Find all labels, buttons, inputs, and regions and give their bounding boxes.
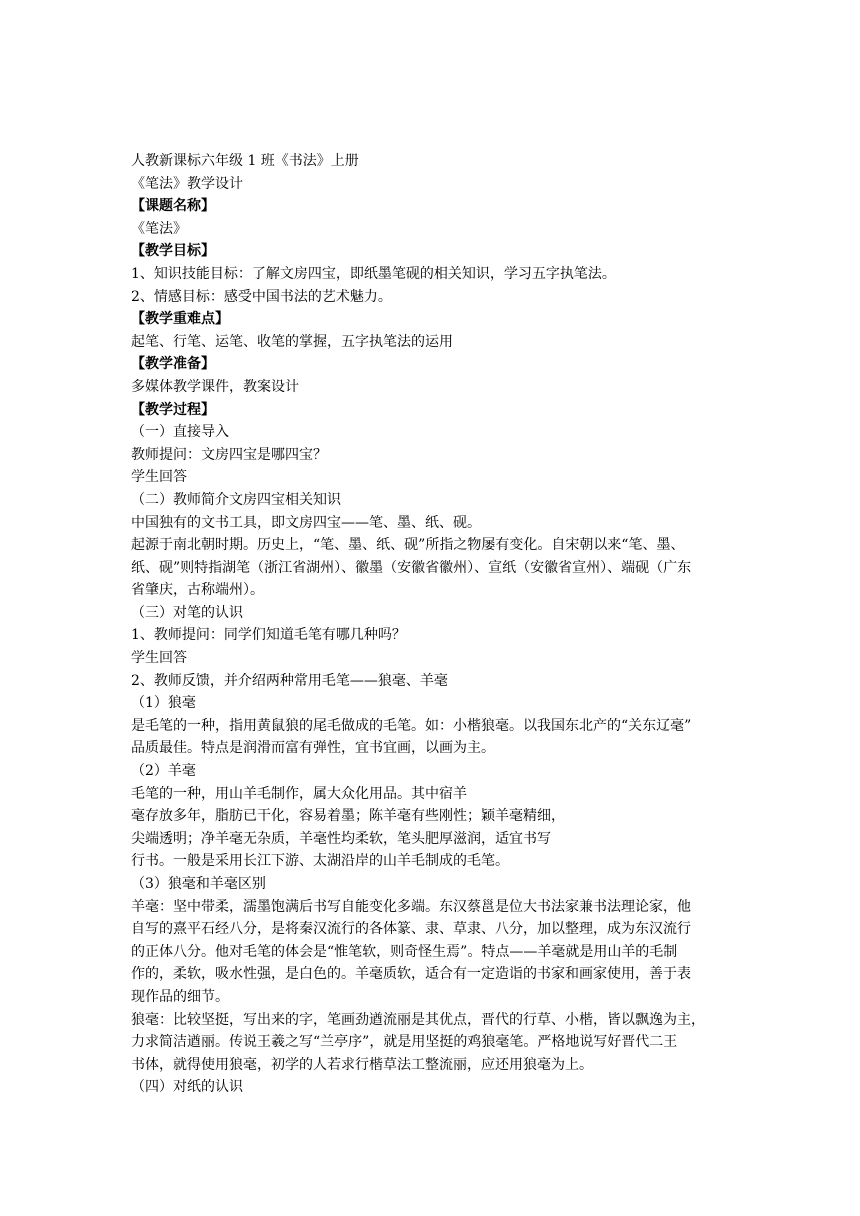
body-line: 纸、砚”则特指湖笔（浙江省湖州）、徽墨（安徽省徽州）、宣纸（安徽省宣州）、端砚（广东 (131, 559, 692, 576)
key-points-text: 起笔、行笔、运笔、收笔的掌握，五字执笔法的运用 (131, 333, 453, 350)
goal-2: 2、情感目标：感受中国书法的艺术魅力。 (131, 288, 392, 305)
section-heading-preparation: 【教学准备】 (131, 356, 215, 373)
body-line: 毫存放多年，脂肪已干化，容易着墨；陈羊毫有些刚性；颖羊毫精细， (131, 808, 565, 825)
body-line: 自写的熹平石经八分，是将秦汉流行的各体篆、隶、草隶、八分，加以整理，成为东汉流行 (131, 921, 691, 938)
body-line: 狼毫：比较坚挺，写出来的字，笔画劲遒流丽是其优点，晋代的行草、小楷，皆以飘逸为主， (131, 1011, 705, 1028)
document-page (131, 150, 731, 1099)
body-line: 的正体八分。他对毛笔的体会是“惟笔软，则奇怪生焉”。特点——羊毫就是用山羊的毛制 (131, 943, 678, 960)
subsection-heading: （1）狼毫 (131, 695, 196, 712)
document-title: 《笔法》教学设计 (131, 175, 243, 192)
body-line: 尖端透明；净羊毫无杂质，羊毫性均柔软，笔头肥厚滋润，适宜书写 (131, 830, 551, 847)
body-line: 是毛笔的一种，指用黄鼠狼的尾毛做成的毛笔。如：小楷狼毫。以我国东北产的“关东辽毫” (131, 717, 692, 734)
body-line: 省肇庆，古称端州）。 (131, 582, 264, 599)
body-line: 书体，就得使用狼毫，初学的人若求行楷草法工整流丽，应还用狼毫为上。 (131, 1056, 593, 1073)
body-line: 现作品的细节。 (131, 988, 229, 1005)
topic-name: 《笔法》 (131, 220, 187, 237)
body-line: 力求简洁遒丽。传说王羲之写“兰亭序”，就是用坚挺的鸡狼毫笔。严格地说写好晋代二王 (131, 1034, 678, 1051)
body-line: 毛笔的一种，用山羊毛制作，属大众化用品。其中宿羊 (131, 785, 467, 802)
section-heading-goals: 【教学目标】 (131, 243, 215, 260)
body-line: 1、教师提问：同学们知道毛笔有哪几种吗？ (131, 627, 406, 644)
body-line: 2、教师反馈，并介绍两种常用毛笔——狼毫、羊毫 (131, 672, 448, 689)
step-4-heading: （四）对纸的认识 (131, 1079, 243, 1096)
goal-1: 1、知识技能目标：了解文房四宝，即纸墨笔砚的相关知识，学习五字执笔法。 (131, 265, 616, 282)
body-line: 教师提问：文房四宝是哪四宝？ (131, 446, 327, 463)
subsection-heading: （3）狼毫和羊毫区别 (131, 876, 266, 892)
body-line: 起源于南北朝时期。历史上，“笔、墨、纸、砚”所指之物屡有变化。自宋朝以来“笔、墨、 (131, 537, 685, 554)
body-line: 品质最佳。特点是润滑而富有弹性，宜书宜画，以画为主。 (131, 740, 495, 757)
course-header: 人教新课标六年级 1 班《书法》上册 (131, 153, 359, 169)
body-line: 中国独有的文书工具，即文房四宝——笔、墨、纸、砚。 (131, 514, 481, 531)
section-heading-key-points: 【教学重难点】 (131, 311, 229, 328)
body-line: 学生回答 (131, 650, 187, 667)
body-line: 行书。一般是采用长江下游、太湖沿岸的山羊毛制成的毛笔。 (131, 853, 509, 870)
body-line: 作的，柔软，吸水性强，是白色的。羊毫质软，适合有一定造诣的书家和画家使用，善于表 (131, 966, 691, 983)
step-2-heading: （二）教师简介文房四宝相关知识 (131, 491, 341, 508)
body-line: 学生回答 (131, 469, 187, 486)
preparation-text: 多媒体教学课件，教案设计 (131, 378, 299, 395)
step-3-heading: （三）对笔的认识 (131, 604, 243, 621)
subsection-heading: （2）羊毫 (131, 763, 196, 780)
section-heading-topic: 【课题名称】 (131, 198, 215, 215)
step-1-heading: （一）直接导入 (131, 424, 229, 441)
body-line: 羊毫：坚中带柔，濡墨饱满后书写自能变化多端。东汉蔡邕是位大书法家兼书法理论家，他 (131, 898, 691, 915)
section-heading-process: 【教学过程】 (131, 401, 215, 418)
